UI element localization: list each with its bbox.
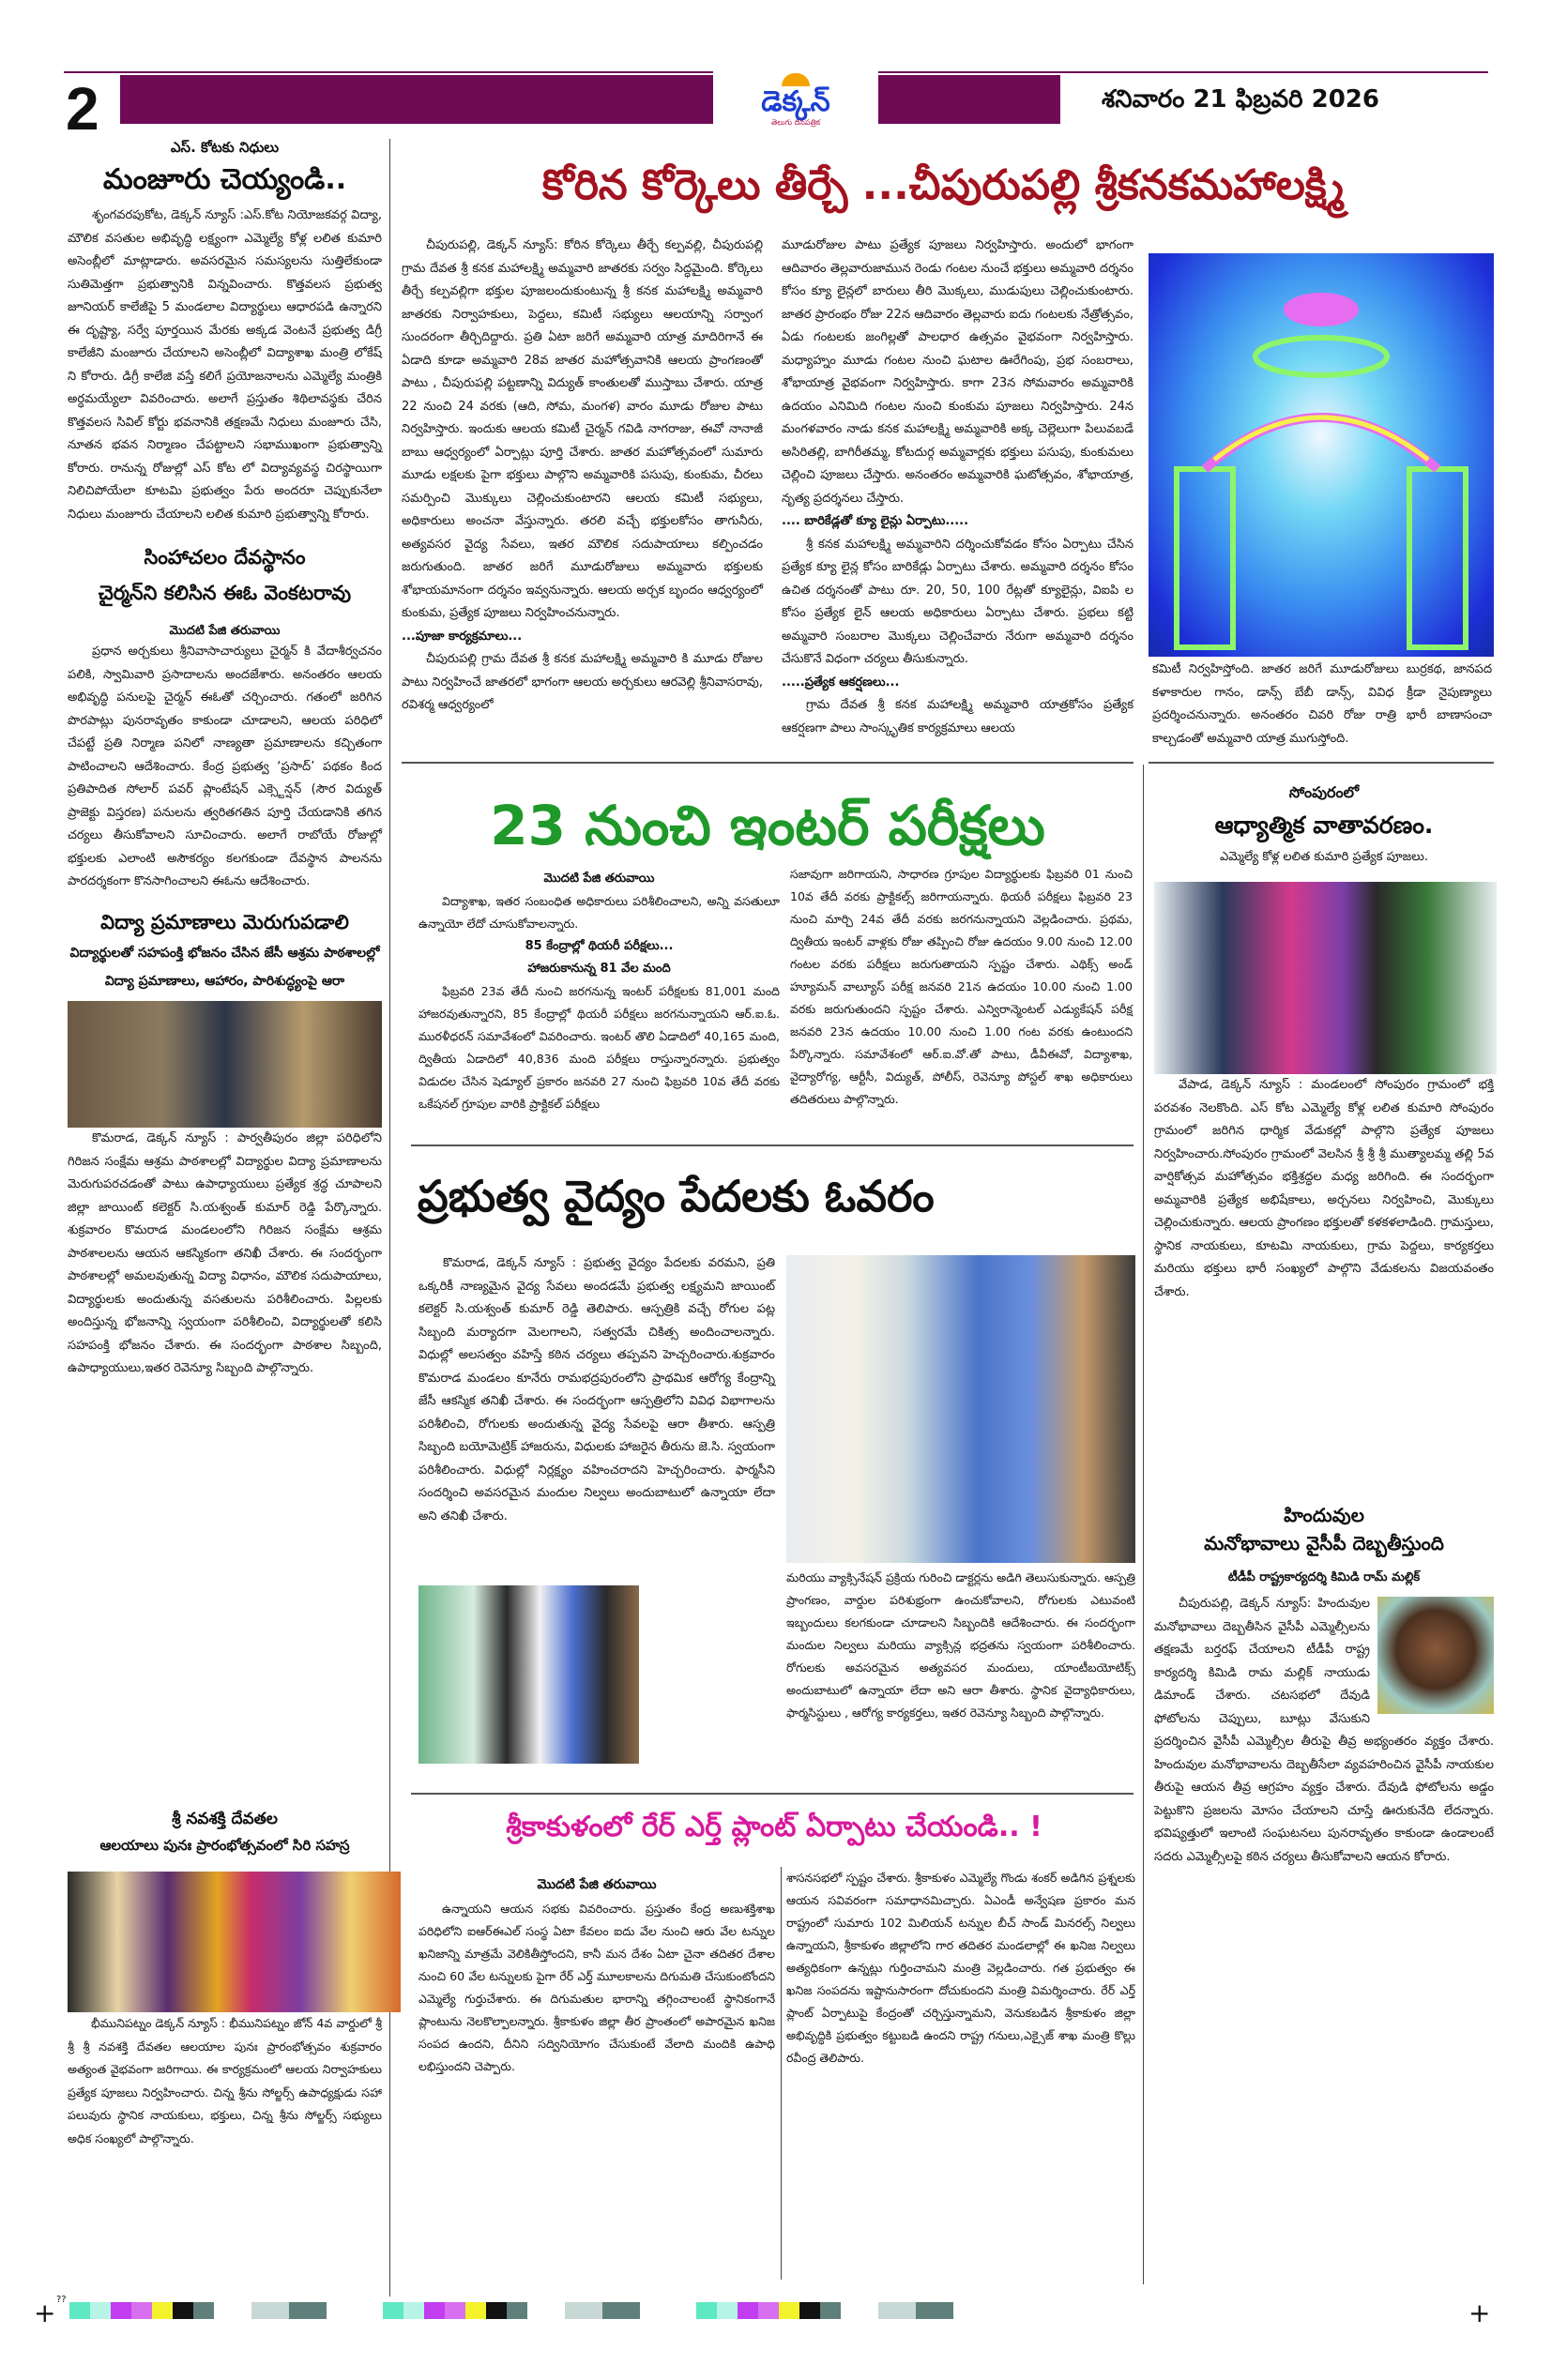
sompuram-puja-photo: [1154, 882, 1497, 1074]
color-swatch: [486, 2302, 507, 2319]
page-code: ??: [56, 2295, 67, 2305]
story-body: సజావుగా జరిగాయని, సాధారణ గ్రూపుల విద్యార్థులకు ఫిబ్రవరి 01 నుంచి 10వ తేదీ వరకు ప్రాక్టికల్స్ జరిగాయన్నారు. థియరీ పరీక్షలు ఫిబ్రవరి 23 నుంచి మార్చి 24వ తేదీ వరకు జరగనున్నాయని వెల్లడించారు. ప్రథమ, ద్వితీయ ఇంటర్ వాళ్లకు రోజు తప్పించి రోజు ఉదయం 9.00 నుంచి 12.00 గంటల వరకు పరీక్షలు జరుగుతాయని స్పష్టం చేశారు. ఎథిక్స్ అండ్ హ్యూమన్ వాల్యూస్ పరీక్ష జనవరి 21న ఉదయం 10.00 నుంచి 1.00 వరకు జరుగుతుందని స్పష్టం చేశారు. ఎన్విరాన్మెంటల్ ఎడ్యుకేషన్ పరీక్ష జనవరి 23న ఉదయం 10.00 నుంచి 1.00 గంట వరకు ఉంటుందని పేర్కొన్నారు. సమావేశంలో ఆర్.ఐ.వో.తో పాటు, డీవీఈవో, విద్యాశాఖ, వైద్యారోగ్య, ఆర్టీసీ, విద్యుత్, పోలీస్, రెవెన్యూ పోస్టల్ శాఖ అధికారులు తదితరులు పాల్గొన్నారు.: [790, 867, 1133, 1106]
pharmacy-inspection-photo: [786, 1255, 1135, 1563]
story-body: శాసనసభలో స్పష్టం చేశారు. శ్రీకాకుళం ఎమ్మెల్యే గొండు శంకర్ అడిగిన ప్రశ్నలకు ఆయన సవివరంగా సమాధానమిచ్చారు. ఏఎండీ అన్వేషణ ప్రకారం మన రాష్ట్రంలో సుమారు 102 మిలియన్ టన్నుల బీచ్ సాండ్ మినరల్స్ నిల్వలు ఉన్నాయని, శ్రీకాకుళం జిల్లాలోని గార తదితర మండలాల్లో ఈ ఖనిజ నిల్వలు అత్యధికంగా ఉన్నట్లు గుర్తించామని మంత్రి వెల్లడించారు. గత ప్రభుత్వం ఈ ఖనిజ సంపదను ఇష్టానుసారంగా దోచుకుందని మంత్రి విమర్శించారు. రేర్ ఎర్త్ ప్లాంట్ ఏర్పాటుపై కేంద్రంతో చర్చిస్తున్నామని, వెనుకబడిన శ్రీకాకుళం జిల్లా అభివృద్ధికి ప్రభుత్వం కట్టుబడి ఉందని రాష్ట్ర గనులు,ఎక్సైజ్ శాఖ మంత్రి కొల్లు రవీంద్ర తెలిపారు.: [786, 1871, 1135, 2065]
lakshmi-col-2: [782, 235, 1134, 740]
story-body: కమిటీ నిర్వహిస్తోంది. జాతర జరిగే మూడురోజులు బుర్రకథ, జానపద కళాకారుల గానం, డాన్స్ బేబీ డాన్స్, వివిధ క్రీడా నైపుణ్యాలు ప్రదర్శించనున్నారు. అనంతరం చివరి రోజు రాత్రి భారీ బాణాసంచా కాల్చడంతో అమ్మవారి యాత్ర ముగుస్తోంది.: [1152, 662, 1492, 746]
story-sompuram: [1154, 779, 1494, 1304]
color-swatch: [111, 2302, 131, 2319]
story-headline: ఆధ్యాత్మిక వాతావరణం.: [1214, 811, 1434, 839]
story-body: కొమరాడ, డెక్కన్ న్యూస్ : పార్వతీపురం జిల్లా పరిధిలోని గిరిజన సంక్షేమ ఆశ్రమ పాఠశాలల్లో విద్యార్థుల విద్యా ప్రమాణాలను మెరుగుపరచడంతో పాటు ఉపాధ్యాయులు ప్రత్యేక శ్రద్ధ చూపాలని జిల్లా జాయింట్ కలెక్టర్ సి.యశ్వంత్ కుమార్ రెడ్డి పేర్కొన్నారు. శుక్రవారం కొమరాడ మండలంలోని గిరిజన సంక్షేమ ఆశ్రమ పాఠశాలలను ఆయన ఆకస్మికంగా తనిఖీ చేశారు. ఈ సందర్భంగా పాఠశాలల్లో అమలవుతున్న విద్యా విధానం, మౌలిక సదుపాయాలు, విద్యార్థులకు అందుతున్న వసతులను పరిశీలించారు. పిల్లలకు అందిస్తున్న భోజనాన్ని స్వయంగా పరిశీలించి, విద్యార్థులతో కలిసి సహపంక్తి భోజనం చేశారు. ఈ సందర్భంగా పాఠశాల సిబ్బంది, ఉపాధ్యాయులు,ఇతర రెవెన్యూ సిబ్బంది పాల్గొన్నారు.: [68, 1131, 382, 1375]
color-swatch: [758, 2302, 779, 2319]
issue-date: శనివారం 21 ఫిబ్రవరి 2026: [1102, 85, 1379, 114]
story-body: కొమరాడ, డెక్కన్ న్యూస్ : ప్రభుత్వ వైద్యం పేదలకు వరమని, ప్రతి ఒక్కరికీ నాణ్యమైన వైద్య సేవలు అందడమే ప్రభుత్వ లక్ష్యమని జాయింట్ కలెక్టర్ సి.యశ్వంత్ కుమార్ రెడ్డి తెలిపారు. ఆస్పత్రికి వచ్చే రోగుల పట్ల సిబ్బంది మర్యాదగా మెలగాలని, సత్వరమే చికిత్స అందించాలన్నారు. విధుల్లో అలసత్వం వహిస్తే కఠిన చర్యలు తప్పవని హెచ్చరించారు.శుక్రవారం కొమరాడ మండలం కూనేరు రామభద్రపురంలోని ప్రాథమిక ఆరోగ్య కేంద్రాన్ని జేసీ ఆకస్మిక తనిఖీ చేశారు. ఈ సందర్భంగా ఆస్పత్రిలోని వివిధ విభాగాలను పరిశీలించి, రోగులకు అందుతున్న వైద్య సేవలపై ఆరా తీశారు. ఆస్పత్రి సిబ్బంది బయోమెట్రిక్ హాజరును, విధులకు హాజరైన తీరును జె.సి. స్వయంగా పరిశీలించారు. విధుల్లో నిర్లక్ష్యం వహించరాదని హెచ్చరించారు. ఫార్మసీని సందర్శించి అవసరమైన మందుల నిల్వలు అందుబాటులో ఉన్నాయా లేదా అని తనిఖీ చేశారు.: [418, 1256, 775, 1524]
story-body: చీపురుపల్లి గ్రామ దేవత శ్రీ కనక మహాలక్ష్మి అమ్మవారి కి మూడు రోజుల పాటు నిర్వహించే జాతరలో భాగంగా ఆలయ అర్చకులు ఆరవెల్లి శ్రీనివాసరావు, రవిశర్మ ఆధ్వర్యంలో: [402, 652, 763, 712]
story-body: చీపురుపల్లి, డెక్కన్ న్యూస్: కోరిన కోర్కెలు తీర్చే కల్పవల్లి, చీపురుపల్లి గ్రామ దేవత శ్రీ కనక మహాలక్ష్మి అమ్మవారి జాతరకు సర్వం సిద్ధమైంది. కోర్కెలు తీర్చే కల్పవల్లిగా భక్తుల పూజలందుకుంటున్న శ్రీ కనక మహాలక్ష్మి అమ్మవారి జాతరకు నిర్వాహకులు, పెద్దలు, కమిటీ సభ్యులు ఆలయాన్ని సర్వాంగ సుందరంగా తీర్చిదిద్దారు. ప్రతి ఏటా జరిగే అమ్మవారి యాత్ర మాదిరిగానే ఈ ఏడాది కూడా అమ్మవారి 28వ జాతర మహోత్సవానికి ఆలయ ప్రాంగణంతో పాటు , చీపురుపల్లి పట్టణాన్ని విద్యుత్ కాంతులతో ముస్తాబు చేశారు. యాత్ర 22 నుంచి 24 వరకు (ఆది, సోమ, మంగళ) వారం మూడు రోజుల పాటు నిర్వహిస్తారు. ఇందుకు ఆలయ కమిటీ చైర్మన్ గవిడి నాగరాజు, ఈవో నానాజీ బాబు ఆధ్వర్యంలో ఏర్పాట్లు పూర్తి చేశారు. జాతర మహోత్సవంలో సుమారు మూడు లక్షలకు పైగా భక్తులు పాల్గొని అమ్మవారికి పసుపు, కుంకుమ, చీరలు సమర్పించి మొక్కులు చెల్లించుకుంటారని ఆలయ కమిటీ సభ్యులు, అధికారులు అంచనా వేస్తున్నారు. తరలి వచ్చే భక్తులకోసం తాగునీరు, అత్యవసర వైద్య సేవలు, ఇతర మౌలిక సదుపాయాలు కల్పించడం జరుగుతుంది. జాతర జరిగే మూడురోజులు అమ్మవారు భక్తులకు శోభాయమానంగా దర్శనం ఇవ్వనున్నారు. ఆలయ అర్చక బృందం ఆధ్వర్యంలో కుంకుమ, ప్రత్యేక పూజలు నిర్వహించనున్నారు.: [402, 238, 763, 620]
color-swatch: [173, 2302, 193, 2319]
health-headline: ప్రభుత్వ వైద్యం పేదలకు ఓవరం: [418, 1171, 935, 1221]
story-body: మూడురోజుల పాటు ప్రత్యేక పూజలు నిర్వహిస్తారు. అందులో భాగంగా ఆదివారం తెల్లవారుజామున రెండు గంటల నుంచే భక్తులు అమ్మవారి దర్శనం కోసం క్యూ లైన్లలో బారులు తీరి మొక్కలు, ముడుపులు చెల్లించుకుంటారు. జాతర ప్రారంభం రోజు 22న ఆదివారం తెల్లవారు ఐదు గంటలకు నేత్రోత్సవం, ఏడు గంటలకు జంగిల్లతో పాలధార ఉత్సవం వైభవంగా నిర్వహిస్తారు. మధ్యాహ్నం మూడు గంటల నుంచి ఘటాల ఊరేగింపు, ప్రభ సంబరాలు, శోభాయాత్ర వైభవంగా నిర్వహిస్తారు. కాగా 23న సోమవారం అమ్మవారికి ఉదయం ఎనిమిది గంటల నుంచి కుంకుమ పూజలు నిర్వహిస్తారు. 24న మంగళవారం నాడు కనక మహాలక్ష్మి అమ్మవారికి అక్క చెల్లెలుగా పిలువబడే అసిరితల్లి, బాగిరీతమ్మ, కోటదుర్గ అమ్మవార్లకు భక్తులు పసుపు, కుంకుమలు చెల్లించి పూజలు చేస్తారు. అనంతరం అమ్మవారికి ఘటోత్సవం, శోభాయాత్ర, నృత్య ప్రదర్శనలు చేస్తారు.: [782, 238, 1134, 506]
color-swatch: [565, 2302, 602, 2319]
color-swatch: [90, 2302, 111, 2319]
story-body: మరియు వ్యాక్సినేషన్ ప్రక్రియ గురించి డాక్టర్లను అడిగి తెలుసుకున్నారు. ఆస్పత్రి ప్రాంగణం, వార్డుల పరిశుభ్రంగా ఉంచుకోవాలని, రోగులకు ఎటువంటి ఇబ్బందులు కలగకుండా చూడాలని సిబ్బందికి ఆదేశించారు. ఈ సందర్భంగా మందుల నిల్వలు మరియు వ్యాక్సిన్ల భద్రతను స్వయంగా పరిశీలించారు. రోగులకు అవసరమైన అత్యవసర మందులు, యాంటీబయోటిక్స్ అందుబాటులో ఉన్నాయా లేదా అని ఆరా తీశారు. స్థానిక వైద్యాధికారులు, ఫార్మసిస్టులు , ఆరోగ్య కార్యకర్తలు, ఇతర రెవెన్యూ సిబ్బంది పాల్గొన్నారు.: [786, 1570, 1135, 1720]
inter-col-1: [418, 868, 780, 1115]
story-navashakti: [68, 1806, 382, 2150]
story-subheading: 85 కేంద్రాల్లో థియరీ పరీక్షలు...: [525, 939, 674, 953]
story-headline-line2: మనోభావాలు వైసీపీ దెబ్బతీస్తుంది: [1204, 1532, 1444, 1554]
sun-icon: [782, 73, 810, 86]
story-body: శ్రీ కనక మహాలక్ష్మి అమ్మవారిని దర్శించుకోవడం కోసం ఏర్పాటు చేసిన ప్రత్యేక క్యూ లైన్ల కోసం బారికేడ్లు ఏర్పాటు చేశారు. అమ్మవారి దర్శనం కోసం ఉచిత దర్శనంతో పాటు రూ. 20, 50, 100 రేట్లతో క్యూలైన్లు, విఐపి ల కోసం ప్రత్యేక లైన్ ఆలయ అధికారులు ఏర్పాటు చేశారు. ప్రభలు కట్టి అమ్మవారి సంబరాల మొక్కలు చెల్లించేవారు నేరుగా అమ్మవారి దర్శనం చేసుకొనే విధంగా చర్యలు తీసుకున్నారు.: [782, 537, 1134, 666]
print-color-bar: [69, 2302, 1477, 2321]
story-kicker: సోంపురంలో: [1288, 783, 1360, 801]
section-divider: [402, 762, 1134, 764]
story-headline-line2: చైర్మన్‌ని కలిసిన ఈఓ వెంకటరావు: [98, 582, 352, 604]
color-swatch: [251, 2302, 289, 2319]
story-subhead: ఎమ్మెల్యే కోళ్ల లలిత కుమారి ప్రత్యేక పూజలు.: [1220, 850, 1428, 864]
newspaper-logo[interactable]: [713, 71, 878, 143]
color-swatch-group: [251, 2302, 327, 2323]
color-swatch-group: [565, 2302, 640, 2323]
story-subhead: టీడీపీ రాష్ట్రకార్యదర్శి కిమిడి రామ్ మల్లిక్: [1227, 1570, 1421, 1584]
color-swatch: [916, 2302, 953, 2319]
health-col-2: [786, 1567, 1135, 1724]
story-body: చీపురుపల్లి, డెక్కన్ న్యూస్: హిందువుల మనోభావాలు దెబ్బతీసిన వైసీపీ ఎమ్మెల్సీలను తక్షణమే బర్తరఫ్ చేయాలని టీడీపీ రాష్ట్ర కార్యదర్శి కిమిడి రామ మల్లిక్ నాయుడు డిమాండ్ చేశారు. చటసభలో దేవుడి ఫోటోలను చెప్పులు, బూట్లు వేసుకుని ప్రదర్శించిన వైసీపీ ఎమ్మెల్సీల తీరుపై తీవ్ర అభ్యంతరం వ్యక్తం చేశారు. హిందువుల మనోభావాలను దెబ్బతీసేలా వ్యవహరించిన వైసీపీ నాయకుల తీరుపై ఆయన తీవ్ర ఆగ్రహం వ్యక్తం చేశారు. దేవుడి ఫోటోలను అడ్డం పెట్టుకొని ప్రజలను మోసం చేయాలని చూస్తే ఊరుకునేది లేదన్నారు. భవిష్యత్తులో ఇలాంటి సంఘటనలు పునరావృతం కాకుండా ఉండాలంటే సదరు ఎమ్మెల్సీలపై కఠిన చర్యలు తీసుకోవాలని ఆయన కోరారు.: [1154, 1597, 1494, 1864]
story-body: వేపాడ, డెక్కన్ న్యూస్ : మండలంలో సోంపురం గ్రామంలో భక్తి పరవశం నెలకొంది. ఎస్ కోట ఎమ్మెల్యే కోళ్ల లలిత కుమారి సోంపురం గ్రామంలో జరిగిన ధార్మిక వేడుకల్లో పాల్గొని ప్రత్యేక పూజలు నిర్వహించారు.సోంపురం గ్రామంలో వెలసిన శ్రీ శ్రీ శ్రీ ముత్యాలమ్మ తల్లి 5వ వార్షికోత్సవ మహోత్సవం భక్తిశ్రద్ధల మధ్య జరిగింది. ఈ సందర్భంగా అమ్మవారికి ప్రత్యేక అభిషేకాలు, అర్చనలు నిర్వహించి, మొక్కులు చెల్లించుకున్నారు. ఆలయ ప్రాంగణం భక్తులతో కళకళలాడింది. గ్రామస్తులు, స్థానిక నాయకులు, కూటమి నాయకులు, గ్రామ పెద్దలు, కార్యకర్తలు మరియు భక్తులు భారీ సంఖ్యలో పాల్గొని వేడుకలను విజయవంతం చేశారు.: [1154, 1078, 1494, 1299]
story-headline-line2: ఆలయాలు పునః ప్రారంభోత్సవంలో సిరి సహస్ర: [99, 1837, 350, 1854]
section-divider: [411, 1793, 1134, 1795]
health-col-1: [418, 1252, 775, 1528]
story-headline: విద్యా ప్రమాణాలు మెరుగుపడాలి: [100, 911, 349, 933]
story-subheading: .... బారికేడ్లతో క్యూ లైన్లు ఏర్పాటు.....: [782, 514, 969, 528]
color-swatch: [878, 2302, 916, 2319]
color-swatch: [383, 2302, 403, 2319]
story-headline-line1: సింహాచలం దేవస్థానం: [144, 546, 306, 568]
color-swatch: [717, 2302, 738, 2319]
story-subhead: విద్యార్థులతో సహపంక్తి భోజనం చేసిన జేసీ ఆశ్రమ పాఠశాలల్లో విద్యా ప్రమాణాలు, ఆహారం, పారిశుద్ధ్యంపై ఆరా: [69, 946, 380, 989]
color-swatch: [152, 2302, 173, 2319]
story-body: ప్రధాన అర్చకులు శ్రీనివాసాచార్యులు చైర్మన్ కి వేదాశీర్వచనం పలికి, స్వామివారి ప్రసాదాలను అందజేశారు. అనంతరం ఆలయ అభివృద్ధి పనులపై చైర్మన్ ఈఓతో చర్చించారు. గతంలో జరిగిన పొరపాట్లు పునరావృతం కాకుండా చూడాలని, ఆలయ పరిధిలో చేపట్టే ప్రతి నిర్మాణ పనిలో నాణ్యతా ప్రమాణాలను కచ్చితంగా పాటించాలని ఆదేశించారు. కేంద్ర ప్రభుత్వ ‘ప్రసాద్’ పథకం కింద ప్రతిపాదిత సోలార్ పవర్ ప్లాంటేషన్ ఎక్స్టెన్షన్ (సౌర విద్యుత్ ప్రాజెక్టు విస్తరణ) పనులను త్వరితగతిన పూర్తి చేయడానికి తగిన చర్యలు తీసుకోవాలని సూచించారు. అలాగే రాబోయే రోజుల్లో భక్తులకు ఎలాంటి అసౌకర్యం కలగకుండా దేవస్థాన పాలనను పారదర్శకంగా కొనసాగించాలని ఈఓను ఆదేశించారు.: [68, 644, 382, 888]
color-swatch-group: [383, 2302, 527, 2323]
lakshmi-col-1: [402, 235, 763, 718]
continued-label: మొదటి పేజి తరువాయి: [543, 872, 655, 886]
illuminated-arch-graphic: [1149, 253, 1494, 657]
color-swatch: [193, 2302, 214, 2319]
story-body: విద్యాశాఖ, ఇతర సంబంధిత అధికారులు పరిశీలించాలని, అన్ని వసతులూ ఉన్నాయో లేదో చూసుకోవాలన్నారు.: [418, 894, 780, 931]
story-subheading: హాజరుకానున్న 81 వేల మంది: [527, 962, 671, 976]
color-swatch: [602, 2302, 640, 2319]
hospital-visit-photo: [418, 1585, 639, 1764]
rare-earth-col-1: [418, 1872, 775, 2078]
logo-tagline: తెలుగు దినపత్రిక: [770, 118, 821, 127]
page-number: 2: [66, 75, 99, 143]
lakshmi-col-3: [1152, 659, 1492, 750]
story-headline-line1: శ్రీ నవశక్తి దేవతల: [172, 1810, 278, 1828]
continued-label: మొదటి పేజి తరువాయి: [169, 624, 281, 638]
inter-headline: 23 నుంచి ఇంటర్ పరీక్షలు: [490, 794, 1045, 857]
lakshmi-headline: కోరిన కోర్కెలు తీర్చే ...చీపురుపల్లి శ్రీకనకమహాలక్ష్మి: [541, 161, 1345, 209]
color-swatch: [779, 2302, 799, 2319]
story-body: ఫిబ్రవరి 23వ తేదీ నుంచి జరగనున్న ఇంటర్ పరీక్షలకు 81,001 మంది హాజరవుతున్నారని, 85 కేంద్రాల్లో థియరీ పరీక్షలు జరగనున్నాయని ఆర్.ఐ.ఓ. మురళీధరన్ సమావేశంలో వివరించారు. ఇంటర్ తొలి ఏడాదిలో 40,165 మంది, ద్వితీయ ఏడాదిలో 40,836 మంది పరీక్షలు రాస్తున్నారన్నారు. ప్రభుత్వం విడుదల చేసిన షెడ్యూల్ ప్రకారం జనవరి 27 నుంచి ఫిబ్రవరి 10వ తేదీ వరకు ఒకేషనల్ గ్రూపుల వారికి ప్రాక్టికల్ పరీక్షలు: [418, 984, 780, 1111]
inter-col-2: [790, 863, 1133, 1111]
logo-name: డెక్కన్: [761, 85, 830, 118]
color-swatch: [799, 2302, 820, 2319]
story-skota: [68, 139, 382, 526]
story-simhachalam: [68, 539, 382, 894]
color-swatch: [445, 2302, 465, 2319]
continued-label: మొదటి పేజి తరువాయి: [537, 1877, 657, 1892]
kimidi-ram-mallik-photo: [1377, 1597, 1494, 1714]
color-swatch: [424, 2302, 445, 2319]
color-swatch-group: [878, 2302, 953, 2323]
rare-earth-headline: శ్రీకాకుళంలో రేర్ ఎర్త్ ప్లాంట్ ఏర్పాటు చేయండి.. !: [506, 1811, 1042, 1843]
festival-gate-photo: [1149, 253, 1494, 657]
temple-photo: [68, 1872, 401, 2012]
color-swatch: [507, 2302, 527, 2319]
color-swatch: [820, 2302, 841, 2319]
date-box: [1060, 75, 1488, 124]
story-hindu: [1154, 1501, 1494, 1869]
story-subheading: .....ప్రత్యేక ఆకర్షణలు...: [782, 675, 900, 690]
story-body: శృంగవరపుకోట, డెక్కన్ న్యూస్ :ఎస్.కోట నియోజకవర్గ విద్యా, మౌలిక వసతుల అభివృద్ధి లక్ష్యంగా ఎమ్మెల్యే కోళ్ల లలిత కుమారి అసెంబ్లీలో మాట్లాడారు. అవసరమైన సమస్యలను సుత్తిలేకుండా సుతిమెత్తగా ప్రభుత్వానికి విన్నవించారు. కొత్తవలస ప్రభుత్వ జూనియర్ కాలేజీపై 5 మండలాల విద్యార్థులు ఆధారపడి ఉన్నారని ఈ దృష్ట్యా, సర్వే పూర్తయిన మేరకు అక్కడ వెంటనే ప్రభుత్వ డిగ్రీ కాలేజీని మంజూరు చేయాలని అసెంబ్లీలో విద్యాశాఖ మంత్రి లోకేష్ ని కోరారు. డిగ్రీ కాలేజి వస్తే కలిగే ప్రయోజనాలను ఎమ్మెల్యే మంత్రికి అర్ధమయ్యేలా వివరించారు. అలాగే ప్రస్తుతం శిథిలావస్థకు చేరిన కొత్తవలస సివిల్ కోర్టు భవనానికి తక్షణమే నిధులు మంజూరు చేసి, నూతన భవన నిర్మాణం చేపట్టాలని సభాముఖంగా ప్రభుత్వాన్ని కోరారు. రానున్న రోజుల్లో ఎస్ కోట లో విద్యావ్యవస్థ చిరస్థాయిగా నిలిచిపోయేలా కూటమి ప్రభుత్వం పేరు అందరూ చెప్పుకునేలా నిధులు మంజూరు చేయాలని లలిత కుమారి ప్రభుత్వాన్ని కోరారు.: [68, 208, 382, 522]
story-kicker: ఎస్. కోటకు నిధులు: [170, 139, 280, 156]
color-swatch: [69, 2302, 90, 2319]
story-headline-line1: హిందువుల: [1284, 1504, 1364, 1526]
color-swatch-group: [696, 2302, 841, 2323]
story-body: గ్రామ దేవత శ్రీ కనక మహాలక్ష్మి అమ్మవారి యాత్రకోసం ప్రత్యేక ఆకర్షణగా పాలు సాంస్కృతిక కార్యక్రమాలు ఆలయ: [782, 698, 1134, 735]
color-swatch-group: [69, 2302, 214, 2323]
story-subheading: ...పూజా కార్యక్రమాలు...: [402, 629, 523, 644]
color-swatch: [289, 2302, 327, 2319]
registration-mark: +: [34, 2297, 56, 2328]
section-divider: [411, 1145, 1134, 1146]
column-rule: [781, 1867, 782, 2280]
color-swatch: [465, 2302, 486, 2319]
registration-mark-right: +: [1468, 2297, 1491, 2328]
story-body: ఉన్నాయని ఆయన సభకు వివరించారు. ప్రస్తుతం కేంద్ర అణుశక్తిశాఖ పరిధిలోని ఐఆర్ఈఎల్ సంస్థ ఏటా కేవలం ఐదు వేల నుంచి ఆరు వేల టన్నుల ఖనిజాన్ని మాత్రమే వెలికితీస్తోందని, కానీ మన దేశం ఏటా చైనా తదితర దేశాల నుంచి 60 వేల టన్నులకు పైగా రేర్ ఎర్త్ మూలకాలను దిగుమతి చేసుకుంటోందని ఎమ్మెల్యే గుర్తుచేశారు. ఈ దిగుమతుల భారాన్ని తగ్గించాలంటే స్థానికంగానే ప్లాంటును నెలకొల్పాలన్నారు. శ్రీకాకుళం జిల్లా తీర ప్రాంతంలో అపారమైన ఖనిజ సంపద ఉందని, దీనిని సద్వినియోగం చేసుకుంటే వేలాది మందికి ఉపాధి లభిస్తుందని చెప్పారు.: [418, 1902, 775, 2073]
education-photo: [68, 1001, 382, 1128]
color-swatch: [696, 2302, 717, 2319]
color-swatch: [403, 2302, 424, 2319]
column-rule: [1143, 765, 1144, 2284]
rare-earth-col-2: [786, 1867, 1135, 2069]
story-headline: మంజూరు చెయ్యండి..: [102, 163, 347, 196]
color-swatch: [131, 2302, 152, 2319]
story-education: [68, 905, 382, 1381]
section-divider: [1149, 762, 1494, 764]
color-swatch: [738, 2302, 758, 2319]
story-body: భీమునిపట్నం డెక్కన్ న్యూస్ : భీమునిపట్నం జోన్ 4వ వార్డులో శ్రీ శ్రీ శ్రీ నవశక్తి దేవతల ఆలయాల పునః ప్రారంభోత్సవం శుక్రవారం అత్యంత వైభవంగా జరిగాయి. ఈ కార్యక్రమంలో ఆలయ నిర్వాహకులు ప్రత్యేక పూజలు నిర్వహించారు. చిన్న శ్రీను సోల్జర్స్ ఉపాధ్యక్షుడు సహా పలువురు స్థానిక నాయకులు, భక్తులు, చిన్న శ్రీను సోల్జర్స్ సభ్యులు అధిక సంఖ్యలో పాల్గొన్నారు.: [68, 2016, 382, 2145]
